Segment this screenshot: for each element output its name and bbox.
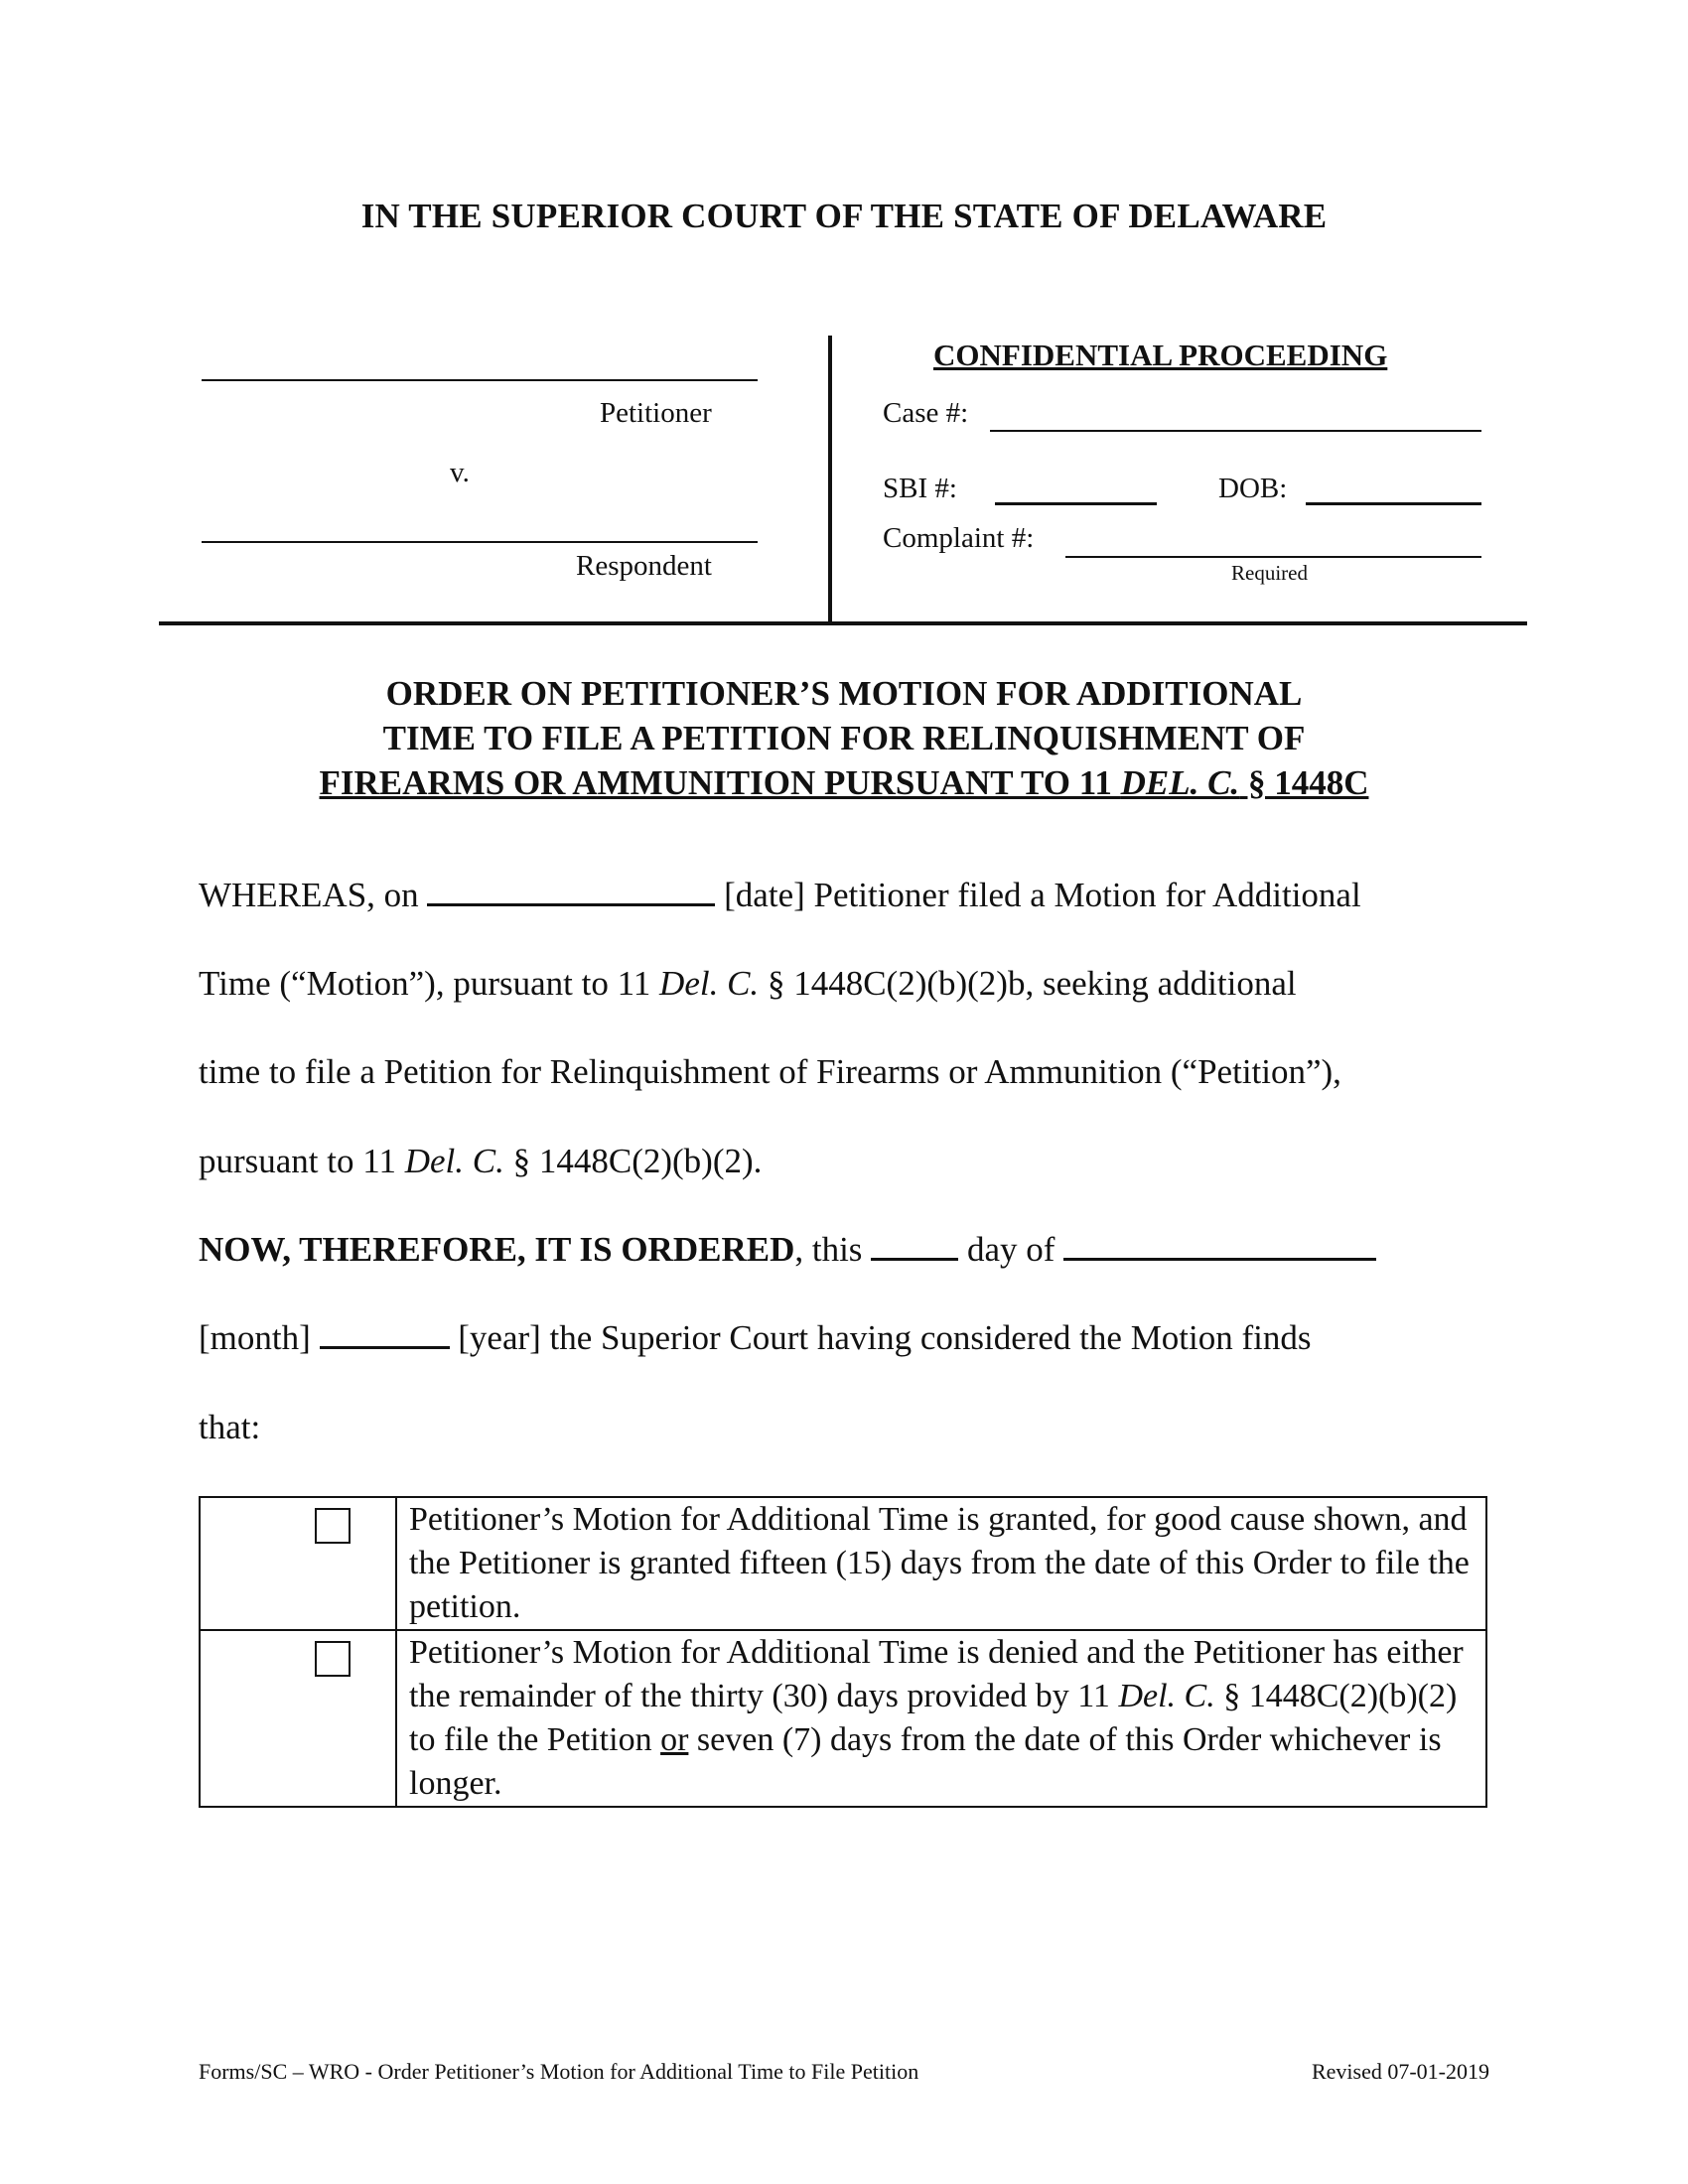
granted-check-cell [200, 1497, 396, 1630]
order-title-line-3-start: FIREARMS OR AMMUNITION PURSUANT TO 11 [319, 763, 1121, 802]
petitioner-name-line[interactable] [202, 379, 758, 381]
sbi-number-label: SBI #: [883, 473, 957, 504]
body-line-1 [199, 876, 1361, 915]
body-line-2-end: § 1448C(2)(b)(2)b, seeking additional [759, 964, 1297, 1003]
dob-label: DOB: [1218, 473, 1288, 504]
respondent-name-line[interactable] [202, 541, 758, 543]
order-title-line-3 [0, 760, 1688, 805]
ordered-heading: NOW, THEREFORE, IT IS ORDERED [199, 1230, 795, 1269]
dob-field[interactable] [1306, 502, 1481, 505]
order-year-field[interactable] [320, 1345, 450, 1349]
body-line-6-month: [month] [199, 1318, 320, 1357]
body-line-4 [199, 1142, 762, 1181]
body-line-4-end: § 1448C(2)(b)(2). [503, 1142, 763, 1180]
denied-text-italic: Del. C. [1118, 1678, 1215, 1714]
motion-date-field[interactable] [427, 902, 715, 906]
sbi-number-field[interactable] [995, 502, 1157, 505]
caption-bottom-rule [159, 621, 1527, 625]
order-title-line-3-end: § 1448C [1239, 763, 1369, 802]
denied-check-cell [200, 1630, 396, 1807]
body-line-2-italic: Del. C. [659, 964, 760, 1003]
complaint-number-field[interactable] [1065, 556, 1481, 558]
order-month-field[interactable] [1063, 1257, 1376, 1261]
option-row-denied [200, 1630, 1486, 1807]
body-line-2-start: Time (“Motion”), pursuant to 11 [199, 964, 660, 1003]
order-title-line-1: ORDER ON PETITIONER’S MOTION FOR ADDITIONAL [385, 674, 1303, 713]
complaint-required-note: Required [1231, 561, 1308, 585]
body-line-4-start: pursuant to 11 [199, 1142, 405, 1180]
granted-checkbox[interactable] [315, 1508, 351, 1544]
petitioner-label: Petitioner [600, 397, 712, 429]
case-number-field[interactable] [990, 430, 1481, 432]
granted-text: Petitioner’s Motion for Additional Time is granted, for good cause shown, and the Petitioner is granted fifteen (15) days from the date of this Order to file the petition. [396, 1497, 1486, 1630]
complaint-number-label: Complaint #: [883, 522, 1035, 554]
case-number-label: Case #: [883, 397, 969, 429]
order-title-line-3-italic: DEL. C. [1120, 763, 1240, 802]
date-note-text: [date] Petitioner filed a Motion for Additional [715, 876, 1361, 914]
body-line-5-this: , this [794, 1230, 872, 1269]
body-line-4-italic: Del. C. [404, 1142, 504, 1180]
denied-text [396, 1630, 1486, 1807]
respondent-label: Respondent [576, 550, 712, 582]
body-line-6-end: [year] the Superior Court having considered the Motion finds [449, 1318, 1312, 1357]
body-line-5-day-of: day of [958, 1230, 1064, 1269]
body-line-5 [199, 1230, 1376, 1270]
versus-label: v. [450, 457, 470, 488]
caption-divider [828, 336, 832, 623]
denied-text-start: Petitioner’s Motion for Additional Time is denied and the Petitioner has either the remainder of the thirty (30) days provided by 11 [409, 1634, 1464, 1714]
order-day-field[interactable] [871, 1257, 958, 1261]
court-title: IN THE SUPERIOR COURT OF THE STATE OF DELAWARE [360, 197, 1328, 235]
body-line-3: time to file a Petition for Relinquishment of Firearms or Ammunition (“Petition”), [199, 1052, 1341, 1091]
denied-text-middle: § 1448C(2)(b)(2) to file the Petition [409, 1678, 1458, 1758]
denied-text-end: seven (7) days from the date of this Order whichever is longer. [409, 1721, 1442, 1802]
body-line-2 [199, 964, 1297, 1004]
body-line-7: that: [199, 1408, 261, 1446]
option-row-granted [200, 1497, 1486, 1630]
order-options-table [199, 1496, 1487, 1808]
footer-form-id: Forms/SC – WRO - Order Petitioner’s Motion for Additional Time to File Petition [199, 2059, 919, 2084]
confidential-heading: CONFIDENTIAL PROCEEDING [933, 338, 1388, 372]
footer-revised-date: Revised 07-01-2019 [1311, 2059, 1489, 2084]
order-title [0, 671, 1688, 805]
denied-text-or: or [660, 1721, 689, 1758]
whereas-text: WHEREAS, on [199, 876, 428, 914]
body-line-6 [199, 1318, 1312, 1358]
denied-checkbox[interactable] [315, 1641, 351, 1677]
order-title-line-2: TIME TO FILE A PETITION FOR RELINQUISHMENT OF [382, 719, 1306, 757]
